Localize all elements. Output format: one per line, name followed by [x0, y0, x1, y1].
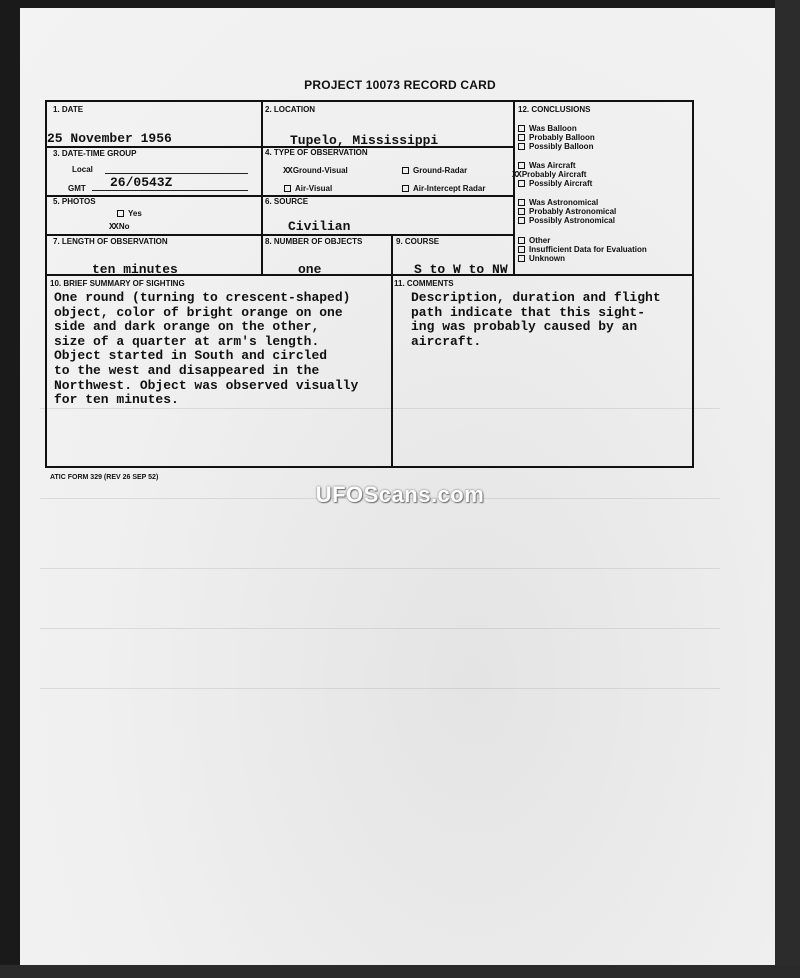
checkbox-icon	[518, 143, 525, 150]
photos-yes-text: Yes	[128, 209, 142, 218]
conclusion-text: Probably Aircraft	[521, 170, 587, 179]
checkbox-icon	[518, 162, 525, 169]
divider	[513, 102, 515, 274]
checked-mark: XX	[109, 222, 118, 232]
summary-line: to the west and disappeared in the	[54, 362, 320, 378]
summary-line: side and dark orange on the other,	[54, 319, 320, 335]
photos-yes	[117, 209, 142, 218]
location-label: 2. LOCATION	[265, 105, 316, 114]
course-value: S to W to NW	[414, 262, 508, 277]
divider	[391, 234, 393, 468]
date-label: 1. DATE	[53, 105, 84, 114]
conclusion-text: Possibly Aircraft	[529, 179, 593, 188]
obs-ground-radar-text: Ground-Radar	[413, 166, 468, 175]
summary-line: Northwest. Object was observed visually	[54, 377, 359, 393]
checkbox-icon	[518, 134, 525, 141]
source-label: 6. SOURCE	[265, 197, 309, 206]
conclusion-item	[518, 216, 615, 225]
summary-label: 10. BRIEF SUMMARY OF SIGHTING	[50, 279, 185, 288]
conclusion-item	[518, 142, 593, 151]
conclusion-text: Possibly Astronomical	[529, 216, 615, 225]
checkbox-icon	[518, 199, 525, 206]
conclusion-item	[518, 207, 616, 216]
obs-ground-visual-text: Ground-Visual	[292, 166, 348, 175]
comments-text	[411, 291, 661, 349]
comments-line: path indicate that this sight-	[411, 304, 646, 320]
checkbox-icon	[518, 237, 525, 244]
checkbox-icon	[284, 185, 291, 192]
checkbox-icon	[518, 246, 525, 253]
source-value: Civilian	[288, 219, 351, 234]
dtg-gmt-line	[92, 190, 248, 191]
conclusion-item	[518, 124, 577, 133]
dtg-gmt-label: GMT	[68, 184, 86, 193]
conclusion-item	[518, 245, 647, 254]
conclusion-text: Possibly Balloon	[529, 142, 594, 151]
conclusion-item	[518, 198, 598, 207]
obs-ground-radar	[402, 166, 467, 175]
conclusion-item	[518, 179, 592, 188]
conclusion-text: Was Balloon	[529, 124, 577, 133]
comments-line: aircraft.	[411, 333, 482, 349]
summary-line: One round (turning to crescent-shaped)	[54, 290, 351, 305]
location-value: Tupelo, Mississippi	[290, 133, 439, 148]
obs-air-visual-text: Air-Visual	[295, 184, 333, 193]
summary-line: size of a quarter at arm's length.	[54, 333, 320, 349]
photos-no-text: No	[118, 222, 130, 231]
conclusion-item	[518, 254, 565, 263]
obs-air-visual	[284, 184, 332, 193]
checkbox-icon	[518, 255, 525, 262]
dtg-label: 3. DATE-TIME GROUP	[53, 149, 137, 158]
divider	[261, 102, 263, 274]
summary-text	[54, 291, 358, 408]
obs-type-label: 4. TYPE OF OBSERVATION	[265, 148, 368, 157]
course-label: 9. COURSE	[396, 237, 440, 246]
obs-air-intercept-text: Air-Intercept Radar	[413, 184, 486, 193]
checked-mark: XX	[512, 170, 521, 180]
checkbox-icon	[518, 125, 525, 132]
length-label: 7. LENGTH OF OBSERVATION	[53, 237, 168, 246]
comments-label: 11. COMMENTS	[394, 279, 454, 288]
checkbox-icon	[518, 208, 525, 215]
conclusion-text: Insufficient Data for Evaluation	[529, 245, 647, 254]
divider	[47, 234, 513, 236]
conclusion-item	[518, 133, 595, 142]
conclusion-text: Was Aircraft	[529, 161, 576, 170]
summary-line: for ten minutes.	[54, 392, 179, 408]
comments-line: ing was probably caused by an	[411, 319, 638, 335]
form-number: ATIC FORM 329 (REV 26 SEP 52)	[50, 474, 159, 481]
dtg-local-label: Local	[72, 165, 93, 174]
conclusions-label: 12. CONCLUSIONS	[518, 105, 591, 114]
dtg-gmt-value: 26/0543Z	[110, 175, 173, 190]
summary-line: object, color of bright orange on one	[54, 304, 343, 320]
checked-mark: XX	[283, 166, 292, 176]
conclusion-text: Probably Astronomical	[529, 207, 617, 216]
length-value: ten minutes	[92, 262, 178, 277]
checkbox-icon	[518, 180, 525, 187]
date-value: 25 November 1956	[47, 131, 172, 146]
photos-no	[109, 222, 129, 232]
photos-label: 5. PHOTOS	[53, 197, 96, 206]
obs-ground-visual	[283, 166, 348, 176]
card-title: PROJECT 10073 RECORD CARD	[304, 78, 496, 92]
conclusion-text: Was Astronomical	[529, 198, 599, 207]
checkbox-icon	[402, 185, 409, 192]
obs-air-intercept	[402, 184, 485, 193]
num-objects-label: 8. NUMBER OF OBJECTS	[265, 237, 363, 246]
conclusion-text: Probably Balloon	[529, 133, 595, 142]
comments-line: Description, duration and flight	[411, 290, 661, 305]
checkbox-icon	[117, 210, 124, 217]
conclusion-text: Unknown	[529, 254, 565, 263]
watermark: UFOScans.com	[315, 482, 485, 507]
scan-edge-bottom	[0, 965, 800, 978]
dtg-local-line	[105, 173, 248, 174]
conclusion-item	[518, 161, 576, 170]
num-objects-value: one	[298, 262, 322, 277]
conclusion-item	[518, 236, 550, 245]
checkbox-icon	[402, 167, 409, 174]
summary-line: Object started in South and circled	[54, 348, 328, 364]
checkbox-icon	[518, 217, 525, 224]
conclusion-text: Other	[529, 236, 551, 245]
